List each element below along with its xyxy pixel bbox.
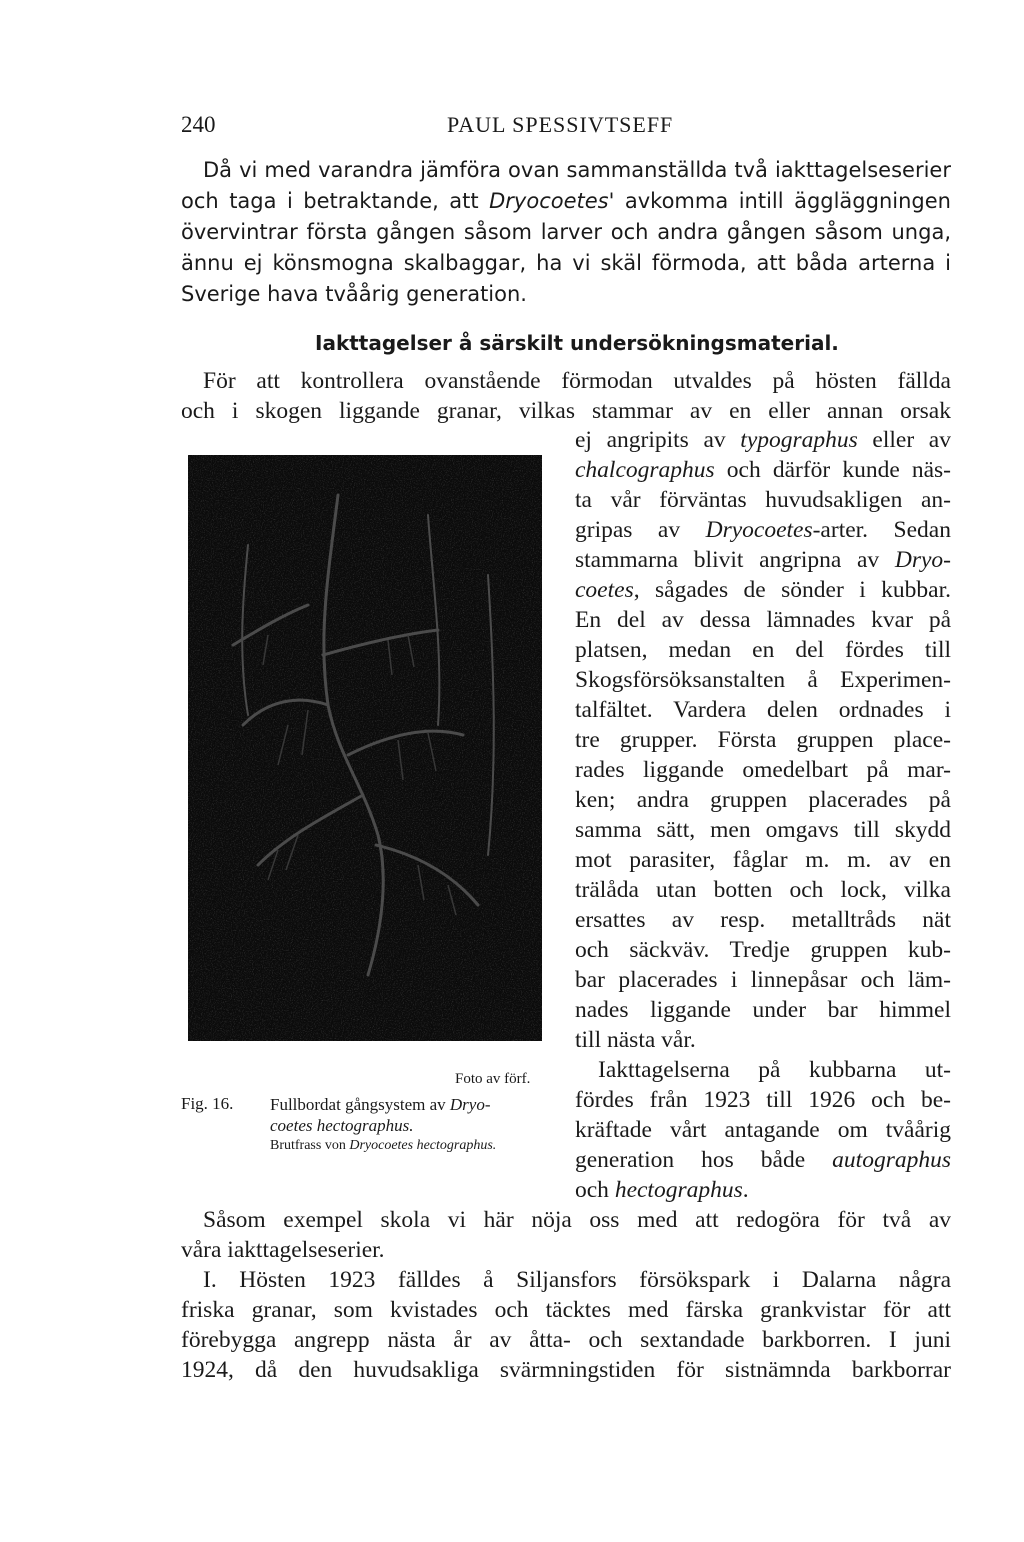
- column-line: En del av dessa lämnades kvar på: [575, 607, 951, 633]
- column-line: kräftade vårt antagande om tvåårig: [575, 1117, 951, 1143]
- figure-photo: [188, 455, 542, 1041]
- para1-line5: Sverige hava tvåårig generation.: [181, 282, 527, 306]
- column-line: stammarna blivit angripna av Dryo-: [575, 547, 951, 573]
- page-number: 240: [181, 112, 216, 137]
- para4-line4: 1924, då den huvudsakliga svärmningstiden för sistnämnda barkborrar: [181, 1357, 951, 1383]
- para3-line1: Såsom exempel skola vi här nöja oss med att redogöra för två av: [203, 1207, 951, 1233]
- para1-line2: och taga i betraktande, att Dryocoetes' avkomma intill äggläggningen: [181, 189, 951, 213]
- column-line: mot parasiter, fåglar m. m. av en: [575, 847, 951, 873]
- column-line: och säckväv. Tredje gruppen kub-: [575, 937, 951, 963]
- para1-line3: övervintrar första gången såsom larver och andra gången såsom unga,: [181, 220, 951, 244]
- section-heading: Iakttagelser å särskilt undersökningsmaterial.: [315, 331, 839, 355]
- para4-line2: friska granar, som kvistades och täcktes med färska grankvistar för att: [181, 1297, 951, 1323]
- para2-line2: och i skogen liggande granar, vilkas stammar av en eller annan orsak: [181, 398, 951, 424]
- column-line: generation hos både autographus: [575, 1147, 951, 1173]
- page-header: [181, 112, 951, 144]
- column-line: och hectographus.: [575, 1177, 749, 1203]
- running-head: PAUL SPESSIVTSEFF: [447, 112, 674, 137]
- column-line: rades liggande omedelbart på mar-: [575, 757, 951, 783]
- para4-line1: I. Hösten 1923 fälldes å Siljansfors försökspark i Dalarna några: [203, 1267, 951, 1293]
- para1-line4: ännu ej könsmogna skalbaggar, ha vi skäl förmoda, att båda arterna i: [181, 251, 951, 275]
- figure-caption-german: Brutfrass von Dryocoetes hectographus.: [270, 1138, 497, 1153]
- column-line: coetes, sågades de sönder i kubbar.: [575, 577, 951, 603]
- para1-line1: Då vi med varandra jämföra ovan sammanställda två iakttagelseserier: [203, 158, 951, 182]
- column-line: samma sätt, men omgavs till skydd: [575, 817, 951, 843]
- column-line: Skogsförsöksanstalten å Experimen-: [575, 667, 951, 693]
- column-line: till nästa vår.: [575, 1027, 696, 1053]
- column-line: ersattes av resp. metalltråds nät: [575, 907, 951, 933]
- photo-credit: Foto av förf.: [455, 1071, 531, 1087]
- column-line: ej angripits av typographus eller av: [575, 427, 951, 453]
- column-line: gripas av Dryocoetes-arter. Sedan: [575, 517, 951, 543]
- column-line: platsen, medan en del fördes till: [575, 637, 951, 663]
- column-line: chalcographus och därför kunde näs-: [575, 457, 951, 483]
- column-line: talfältet. Vardera delen ordnades i: [575, 697, 951, 723]
- column-line: bar placerades i linnepåsar och läm-: [575, 967, 951, 993]
- column-line: tre grupper. Första gruppen place-: [575, 727, 951, 753]
- figure-label: Fig. 16.: [181, 1094, 234, 1113]
- column-line: nades liggande under bar himmel: [575, 997, 951, 1023]
- column-line: fördes från 1923 till 1926 och be-: [575, 1087, 951, 1113]
- para4-line3: förebygga angrepp nästa år av åtta- och sextandade barkborren. I juni: [181, 1327, 951, 1353]
- column-line: trälåda utan botten och lock, vilka: [575, 877, 951, 903]
- species-name: Dryocoetes: [489, 189, 609, 213]
- gallery-pattern-image: [188, 455, 542, 1041]
- column-line: Iakttagelserna på kubbarna ut-: [598, 1057, 951, 1083]
- para2-line1: För att kontrollera ovanstående förmodan utvaldes på hösten fällda: [203, 368, 951, 394]
- column-line: ta vår förväntas huvudsakligen an-: [575, 487, 951, 513]
- column-line: ken; andra gruppen placerades på: [575, 787, 951, 813]
- para3-line2: våra iakttagelseserier.: [181, 1237, 385, 1263]
- figure-caption: Fullbordat gångsystem av Dryo- coetes hectographus.: [270, 1095, 491, 1135]
